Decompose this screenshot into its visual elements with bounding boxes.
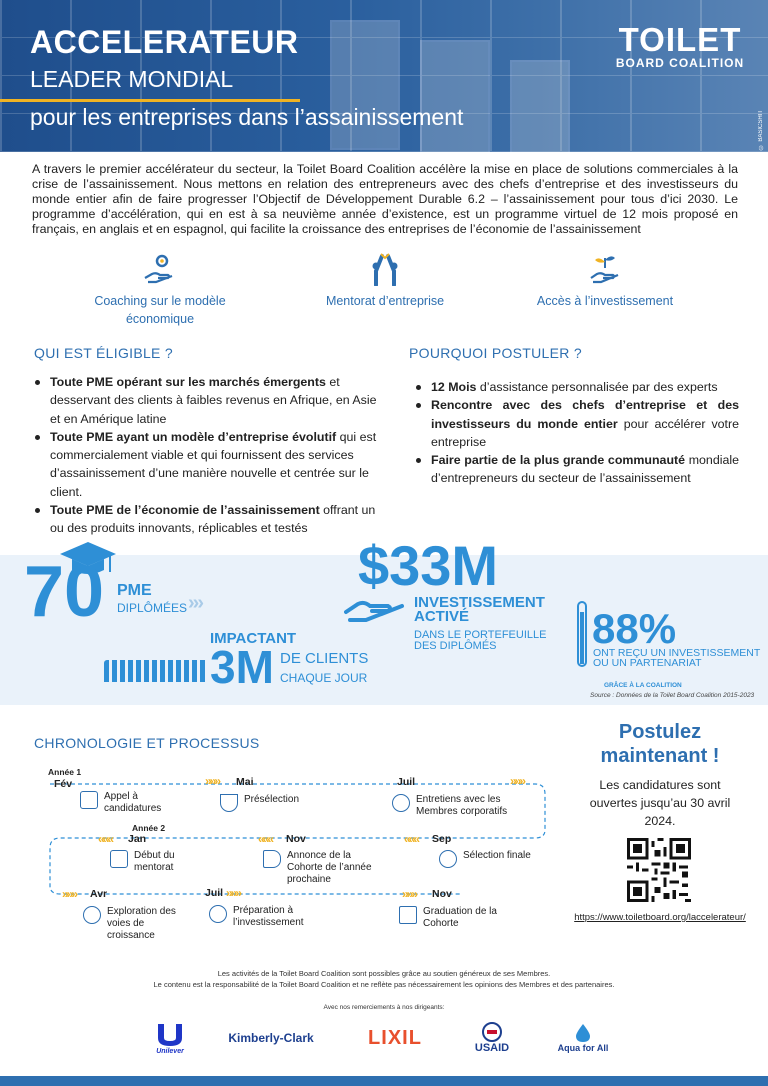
intro-paragraph: A travers le premier accélérateur du secteur, la Toilet Board Coalition accélère la mise en place de solutions commerciales à la crise de l’assainissement. Nous mettons en relation des entrepreneurs avec des chefs d’entreprise et des investisseurs du monde entier afin de faire progresser l’Objectif de Développement Durable 6.2 – l’assainissement pour tous d’ici 2030. Le programme d’accélération, qui en est à sa neuvième année d’existence, est un programme virtuel de 12 mois proposé en français, en anglais et en espagnol, qui facilite la croissance des entreprises de l’économie de l’assainissement	[32, 162, 738, 236]
month-label: Nov	[286, 833, 306, 845]
pillar-coaching	[80, 252, 240, 328]
cta-text: Les candidatures sont ouvertes jusqu’au 30 avril 2024.	[589, 778, 731, 828]
toilet-board-logo	[610, 21, 750, 70]
selection-icon	[439, 850, 457, 868]
arrow-icon: »»»	[62, 887, 77, 901]
background-door	[420, 40, 490, 152]
crowd-icon	[104, 660, 208, 682]
month-label: Mai	[236, 776, 254, 788]
impact-number: 3M	[210, 641, 274, 693]
thermometer-icon	[575, 600, 589, 668]
timeline-step: Entretiens avec les Membres corporatifs	[416, 794, 536, 818]
timeline-step: Exploration des voies de croissance	[107, 906, 187, 942]
arrow-icon: «««	[98, 832, 113, 846]
timeline-step: Sélection finale	[463, 850, 533, 862]
timeline-title: CHRONOLOGIE ET PROCESSUS	[34, 735, 260, 751]
pme-label: PME	[117, 582, 152, 599]
page-tagline: pour les entreprises dans l’assainissement	[30, 104, 464, 130]
month-label: Nov	[432, 888, 452, 900]
page-subtitle: LEADER MONDIAL	[30, 66, 234, 92]
aqua-for-all-logo: Aqua for All	[548, 1018, 618, 1058]
pme-number: 70	[24, 552, 105, 632]
timeline-step: Préparation à l’investissement	[233, 905, 333, 929]
grace-note: GRÂCE À LA COALITION	[604, 682, 682, 689]
logo-main: TOILET	[618, 21, 742, 58]
month-label: Juil	[205, 887, 224, 899]
hand-coin-icon	[344, 590, 408, 624]
why-list	[413, 378, 739, 488]
list-item: Rencontre avec des chefs d’entreprise et des investisseurs du monde entier pour accélérer votre entreprise	[413, 396, 739, 451]
eligible-title: QUI EST ÉLIGIBLE ?	[34, 345, 173, 361]
pillar-mentoring	[310, 252, 460, 310]
why-title: POURQUOI POSTULER ?	[409, 345, 582, 361]
year-label: Année 1	[48, 767, 82, 777]
year-label: Année 2	[132, 823, 166, 833]
megaphone-icon	[263, 850, 281, 868]
qr-code[interactable]	[627, 838, 691, 902]
investment-icon	[209, 905, 227, 923]
month-label: Sep	[432, 833, 452, 845]
list-item: Toute PME de l’économie de l’assainissement offrant un ou des produits innovants, réplicables et testés	[32, 501, 382, 538]
month-label: Jan	[128, 833, 147, 845]
pillar-label: Coaching sur le modèle économique	[94, 294, 226, 326]
month-label: Juil	[397, 776, 416, 788]
kimberly-clark-logo: Kimberly-Clark	[228, 1031, 314, 1045]
arrow-icon: »»»	[402, 887, 417, 901]
arrow-icon: »»»	[510, 774, 525, 788]
filter-icon	[220, 794, 238, 812]
cta-title: Postulez maintenant !	[600, 721, 720, 767]
chat-question-icon	[110, 850, 128, 868]
eligible-list	[32, 373, 382, 538]
pillar-label: Mentorat d’entreprise	[325, 294, 445, 308]
timeline-step: Graduation de la Cohorte	[423, 906, 513, 930]
background-door	[510, 60, 570, 152]
document-icon	[80, 791, 98, 809]
source-note: Source : Données de la Toilet Board Coalition 2015-2023	[590, 692, 755, 699]
percent-number: 88%	[592, 605, 677, 652]
list-item: 12 Mois d’assistance personnalisée par des experts	[413, 378, 739, 396]
invest-number: $33M	[358, 534, 499, 597]
high-five-icon	[364, 252, 406, 286]
timeline-step: Présélection	[244, 794, 364, 806]
month-label: Avr	[90, 888, 108, 900]
timeline-step: Annonce de la Cohorte de l’année prochaine	[287, 850, 387, 886]
list-item: Toute PME ayant un modèle d’entreprise évolutif qui est commercialement viable et qui fournissent des services d’assainissement d’une manière nouvelle et centrée sur le client.	[32, 428, 382, 501]
invest-sub: DANS LE PORTEFEUILLE DES DIPLÔMÉS	[414, 629, 547, 652]
graduation-cap-icon	[399, 906, 417, 924]
month-label: Fév	[54, 778, 73, 790]
impact-mid: DE CLIENTS	[280, 650, 369, 667]
arrow-icon: «««	[258, 832, 273, 846]
hand-plant-icon	[587, 252, 623, 286]
usaid-seal-icon	[482, 1022, 502, 1042]
hero-banner	[0, 0, 768, 152]
unilever-icon	[155, 1022, 185, 1048]
lixil-logo: LIXIL	[368, 1026, 422, 1049]
pme-sub: DIPLÔMÉES	[117, 601, 188, 615]
impact-label: IMPACTANT	[210, 630, 297, 647]
arrow-icon: »»»	[226, 886, 241, 900]
usaid-logo: USAID	[462, 1018, 522, 1058]
timeline-step: Appel à candidatures	[104, 791, 194, 815]
water-drop-icon	[575, 1023, 591, 1043]
footer-bar	[0, 1076, 768, 1086]
pillar-investment	[520, 252, 690, 310]
people-network-icon	[392, 794, 410, 812]
list-item: Toute PME opérant sur les marchés émergents et desservant des clients à faibles revenus en Afrique, en Asie et en Amérique latine	[32, 373, 382, 428]
percent-sub: ONT REÇU UN INVESTISSEMENT OU UN PARTENARIAT	[593, 647, 761, 669]
logo-sub: BOARD COALITION	[615, 56, 745, 70]
list-item: Faire partie de la plus grande communauté mondiale d’entrepreneurs du secteur de l’assainissement	[413, 451, 739, 488]
photo-credit: © BASICSHIT	[758, 110, 764, 150]
hand-gear-icon	[142, 252, 178, 286]
growth-icon	[83, 906, 101, 924]
arrow-icon: «««	[404, 832, 419, 846]
pillar-label: Accès à l’investissement	[536, 294, 674, 308]
footer-thanks: Avec nos remerciements à nos dirigeants:	[323, 1004, 445, 1011]
impact-sub: CHAQUE JOUR	[280, 671, 368, 685]
timeline-step: Début du mentorat	[134, 850, 204, 874]
invest-label: INVESTISSEMENT ACTIVÉ	[414, 594, 545, 625]
arrow-icon: »»»	[205, 774, 220, 788]
accent-line	[0, 99, 300, 102]
apply-link[interactable]: https://www.toiletboard.org/laccelerateur/	[574, 912, 746, 923]
footer-disclaimer: Les activités de la Toilet Board Coalition sont possibles grâce au soutien généreux de ses Membres. Le contenu est la responsabilité de la Toilet Board Coalition et ne reflète pas nécessairement les opinions des Membres et des partenaires.	[153, 969, 615, 989]
unilever-logo: Unilever	[140, 1018, 200, 1058]
page-title: ACCELERATEUR	[30, 24, 299, 60]
chevron-arrows-icon: ›››	[188, 592, 202, 614]
